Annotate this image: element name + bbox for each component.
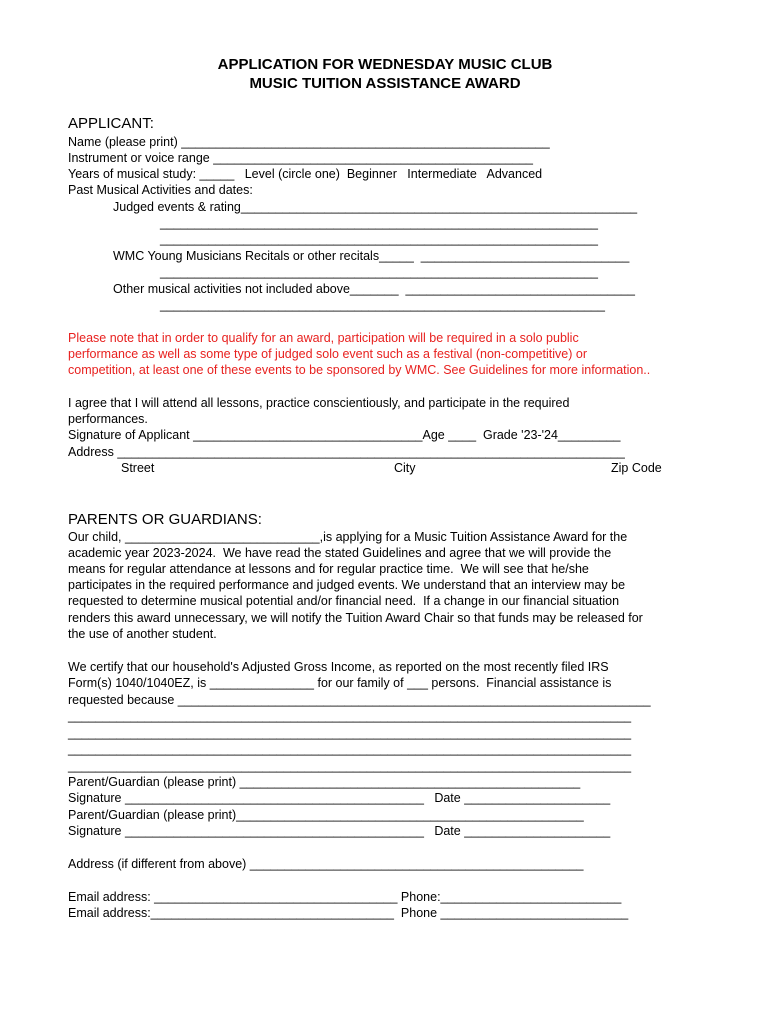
parents-heading: PARENTS OR GUARDIANS:	[68, 511, 262, 528]
other-activities-line-2[interactable]: ________________________________________________________________	[160, 298, 605, 312]
reason-blank-line-1[interactable]: _________________________________________________________________________________	[68, 709, 632, 723]
zip-code-label: Zip Code	[611, 461, 662, 475]
notice-line-1: Please note that in order to qualify for an award, participation will be required in a solo public	[68, 331, 579, 345]
form-title-line-1: APPLICATION FOR WEDNESDAY MUSIC CLUB	[217, 56, 553, 73]
recitals-field[interactable]: WMC Young Musicians Recitals or other recitals_____ ______________________________	[113, 249, 630, 263]
guardian-address-field[interactable]: Address (if different from above) ________________________________________________	[68, 857, 584, 871]
notice-line-3: competition, at least one of these events to be sponsored by WMC. See Guidelines for more information..	[68, 363, 651, 377]
applicant-heading: APPLICANT:	[68, 115, 154, 132]
judged-events-line-2[interactable]: _______________________________________________________________	[160, 216, 598, 230]
applicant-signature-field[interactable]: Signature of Applicant _________________________________Age ____ Grade '23-'24_________	[68, 428, 621, 442]
other-activities-field[interactable]: Other musical activities not included above_______ _________________________________	[113, 282, 635, 296]
reason-blank-line-3[interactable]: _________________________________________________________________________________	[68, 742, 632, 756]
email-phone-field-1[interactable]: Email address: ___________________________________ Phone:__________________________	[68, 890, 622, 904]
judged-events-line-3[interactable]: _______________________________________________________________	[160, 232, 598, 246]
applicant-address-field[interactable]: Address _________________________________________________________________________	[68, 445, 625, 459]
street-label: Street	[121, 461, 155, 475]
parents-paragraph-line-3: means for regular attendance at lessons and for regular practice time. We will see that he/she	[68, 562, 589, 576]
agreement-line-2: performances.	[68, 412, 148, 426]
parents-paragraph-line-7: the use of another student.	[68, 627, 217, 641]
recitals-line-2[interactable]: _______________________________________________________________	[160, 265, 598, 279]
name-field[interactable]: Name (please print) _____________________________________________________	[68, 135, 550, 149]
notice-line-2: performance as well as some type of judged solo event such as a festival (non-competitive) or	[68, 347, 588, 361]
guardian-name-field-2[interactable]: Parent/Guardian (please print)__________________________________________________	[68, 808, 584, 822]
years-level-field[interactable]: Years of musical study: _____ Level (circle one) Beginner Intermediate Advanced	[68, 167, 543, 181]
income-line-1: We certify that our household's Adjusted Gross Income, as reported on the most recently filed IRS	[68, 660, 609, 674]
instrument-field[interactable]: Instrument or voice range ______________________________________________	[68, 151, 533, 165]
agreement-line-1: I agree that I will attend all lessons, practice conscientiously, and participate in the required	[68, 396, 570, 410]
parents-paragraph-line-5: requested to determine musical potential and/or financial need. If a change in our financial situation	[68, 594, 620, 608]
form-title-line-2: MUSIC TUITION ASSISTANCE AWARD	[249, 75, 521, 92]
requested-because-field[interactable]: requested because ____________________________________________________________________	[68, 693, 651, 707]
past-activities-label: Past Musical Activities and dates:	[68, 183, 253, 197]
parents-paragraph-line-4: participates in the required performance and judged events. We understand that an interview may be	[68, 578, 626, 592]
guardian-name-field-1[interactable]: Parent/Guardian (please print) _________________________________________________	[68, 775, 581, 789]
parents-paragraph-line-6: renders this award unnecessary, we will notify the Tuition Award Chair so that funds may be released for	[68, 611, 643, 625]
email-phone-field-2[interactable]: Email address:___________________________________ Phone ___________________________	[68, 906, 629, 920]
reason-blank-line-2[interactable]: _________________________________________________________________________________	[68, 726, 632, 740]
judged-events-field[interactable]: Judged events & rating_________________________________________________________	[113, 200, 638, 214]
reason-blank-line-4[interactable]: _________________________________________________________________________________	[68, 759, 632, 773]
guardian-signature-field-2[interactable]: Signature ___________________________________________ Date _____________________	[68, 824, 611, 838]
parents-paragraph-line-1[interactable]: Our child, ____________________________,is applying for a Music Tuition Assistance Award for the	[68, 530, 628, 544]
city-label: City	[394, 461, 416, 475]
income-field[interactable]: Form(s) 1040/1040EZ, is _______________ for our family of ___ persons. Financial assistance is	[68, 676, 612, 690]
guardian-signature-field-1[interactable]: Signature ___________________________________________ Date _____________________	[68, 791, 611, 805]
parents-paragraph-line-2: academic year 2023-2024. We have read the stated Guidelines and agree that we will provide the	[68, 546, 612, 560]
